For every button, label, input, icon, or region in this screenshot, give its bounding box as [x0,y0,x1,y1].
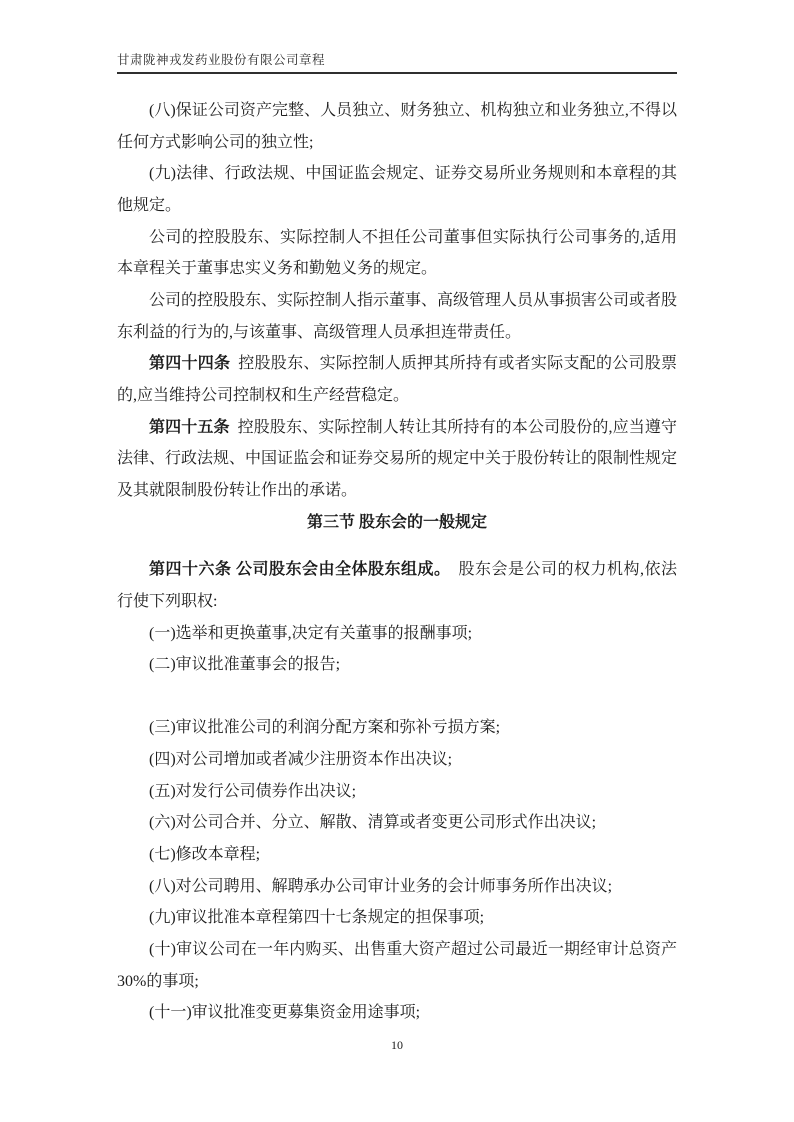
list-item-9: (九)审议批准本章程第四十七条规定的担保事项; [149,909,485,927]
article-45-text: 控股股东、实际控制人转让其所持有的本公司股份的,应当遵守法律、行政法规、中国证监会和证券交易所的规定中关于股份转让的限制性规定及其就限制股份转让作出的承诺。 [117,418,678,499]
paragraph-clause-9: (九)法律、行政法规、中国证监会规定、证券交易所业务规则和本章程的其他规定。 [117,165,677,214]
list-item-10: (十)审议公司在一年内购买、出售重大资产超过公司最近一期经审计总资产 30%的事项; [117,941,677,990]
paragraph-article-45 [117,412,677,507]
list-item-3: (三)审议批准公司的利润分配方案和弥补亏损方案; [149,719,501,737]
list-item-5: (五)对发行公司债券作出决议; [149,782,357,800]
article-45-number: 第四十五条 [149,418,230,436]
list-item-11: (十一)审议批准变更募集资金用途事项; [149,1004,421,1022]
list-item-2: (二)审议批准董事会的报告; [149,656,341,674]
list-item-8: (八)对公司聘用、解聘承办公司审计业务的会计师事务所作出决议; [149,877,613,895]
article-46-number: 第四十六条 公司股东会由全体股东组成。 [149,561,451,579]
article-44-text: 控股股东、实际控制人质押其所持有或者实际支配的公司股票的,应当维持公司控制权和生产经营稳定。 [117,355,677,404]
page-footer [0,1036,794,1054]
document-body [117,95,677,1029]
list-item-1: (一)选举和更换董事,决定有关董事的报酬事项; [149,624,473,642]
article-46-text: 股东会是公司的权力机构,依法行使下列职权: [117,561,677,610]
header-title: 甘肃陇神戎发药业股份有限公司章程 [117,52,677,74]
list-item-4: (四)对公司增加或者减少注册资本作出决议; [149,751,453,769]
paragraph-article-46 [117,554,677,617]
page-number: 10 [391,1038,403,1052]
paragraph-joint-liability: 公司的控股股东、实际控制人指示董事、高级管理人员从事损害公司或者股东利益的行为的,与该董事、高级管理人员承担连带责任。 [117,291,678,341]
list-item-6: (六)对公司合并、分立、解散、清算或者变更公司形式作出决议; [149,814,597,832]
page-header [117,0,677,74]
paragraph-controlling-shareholder-duty: 公司的控股股东、实际控制人不担任公司董事但实际执行公司事务的,适用本章程关于董事忠实义务和勤勉义务的规定。 [117,228,677,278]
list-item-7: (七)修改本章程; [149,846,261,864]
paragraph-clause-8: (八)保证公司资产完整、人员独立、财务独立、机构独立和业务独立,不得以任何方式影响公司的独立性; [117,102,677,151]
article-44-number: 第四十四条 [149,355,231,373]
paragraph-article-44 [117,348,677,411]
section-heading: 第三节 股东会的一般规定 [306,513,487,531]
